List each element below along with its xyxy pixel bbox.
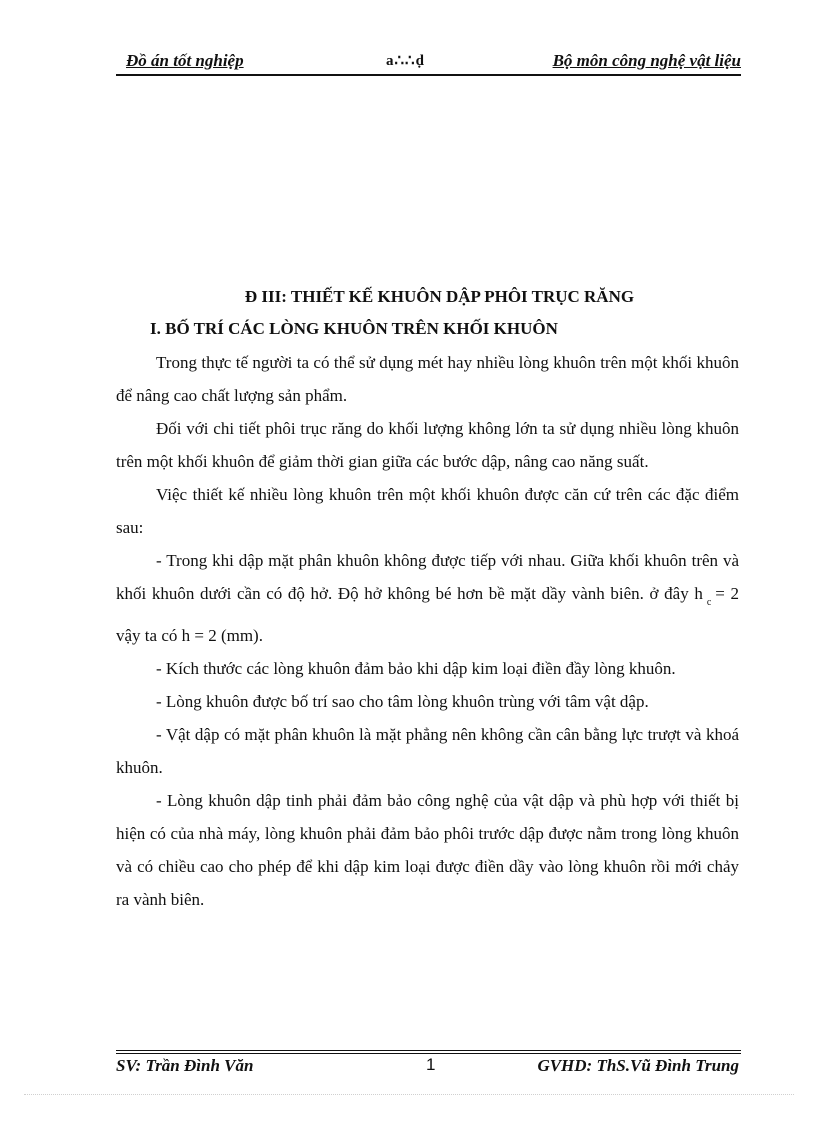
page-header	[116, 50, 741, 76]
page-number: 1	[426, 1055, 436, 1074]
page-footer	[116, 1054, 741, 1076]
paragraph-3: Việc thiết kế nhiều lòng khuôn trên một khối khuôn được căn cứ trên các đặc điểm sau:	[116, 485, 739, 537]
paragraph-8: - Lòng khuôn dập tinh phải đảm bảo công nghệ của vật dập và phù hợp với thiết bị hiện có của nhà máy, lòng khuôn phải đảm bảo phôi trước dập được nằm trong lòng khuôn và có chiều cao cho phép để khi dập kim loại được điền dầy vào lòng khuôn rồi mới chảy ra vành biên.	[116, 791, 739, 909]
footer-student: SV: Trần Đình Văn	[116, 1056, 254, 1075]
chapter-title: Đ III: THIẾT KẾ KHUÔN DẬP PHÔI TRỤC RĂNG	[244, 287, 635, 306]
paragraph-4	[116, 544, 739, 652]
header-right-text: Bộ môn công nghệ vật liệu	[552, 51, 741, 70]
paragraph-2: Đối với chi tiết phôi trục răng do khối lượng không lớn ta sử dụng nhiều lòng khuôn trên một khối khuôn để giảm thời gian giữa các bước dập, nâng cao năng suất.	[116, 419, 739, 471]
page-body	[116, 282, 739, 916]
header-ornament: a∴∴ḍ	[386, 53, 425, 69]
formula-subscript: c	[706, 597, 712, 608]
paragraph-1: Trong thực tế người ta có thể sử dụng mét hay nhiều lòng khuôn trên một khối khuôn để nâng cao chất lượng sản phẩm.	[116, 353, 739, 405]
paragraph-5: - Kích thước các lòng khuôn đảm bảo khi dập kim loại điền đầy lòng khuôn.	[156, 659, 676, 678]
paragraph-6: - Lòng khuôn được bố trí sao cho tâm lòng khuôn trùng với tâm vật dập.	[156, 692, 649, 711]
page-bottom-border	[24, 1094, 794, 1095]
formula-rest: = 2 vậy ta có h = 2 (mm).	[116, 584, 739, 645]
footer-rule-top	[116, 1050, 741, 1051]
header-left-text: Đồ án tốt nghiệp	[126, 51, 244, 70]
footer-supervisor: GVHD: ThS.Vũ Đình Trung	[537, 1056, 739, 1075]
paragraph-7: - Vật dập có mặt phân khuôn là mặt phẳng nên không cần cân bằng lực trượt và khoá khuôn.	[116, 725, 739, 777]
section-title: I. BỐ TRÍ CÁC LÒNG KHUÔN TRÊN KHỐI KHUÔN	[150, 319, 558, 338]
paragraph-4-text: - Trong khi dập mặt phân khuôn không được tiếp với nhau. Giữa khối khuôn trên và khối khuôn dưới cần có độ hở. Độ hở không bé hơn bề mặt dầy vành biên. ở đây h	[116, 551, 739, 603]
